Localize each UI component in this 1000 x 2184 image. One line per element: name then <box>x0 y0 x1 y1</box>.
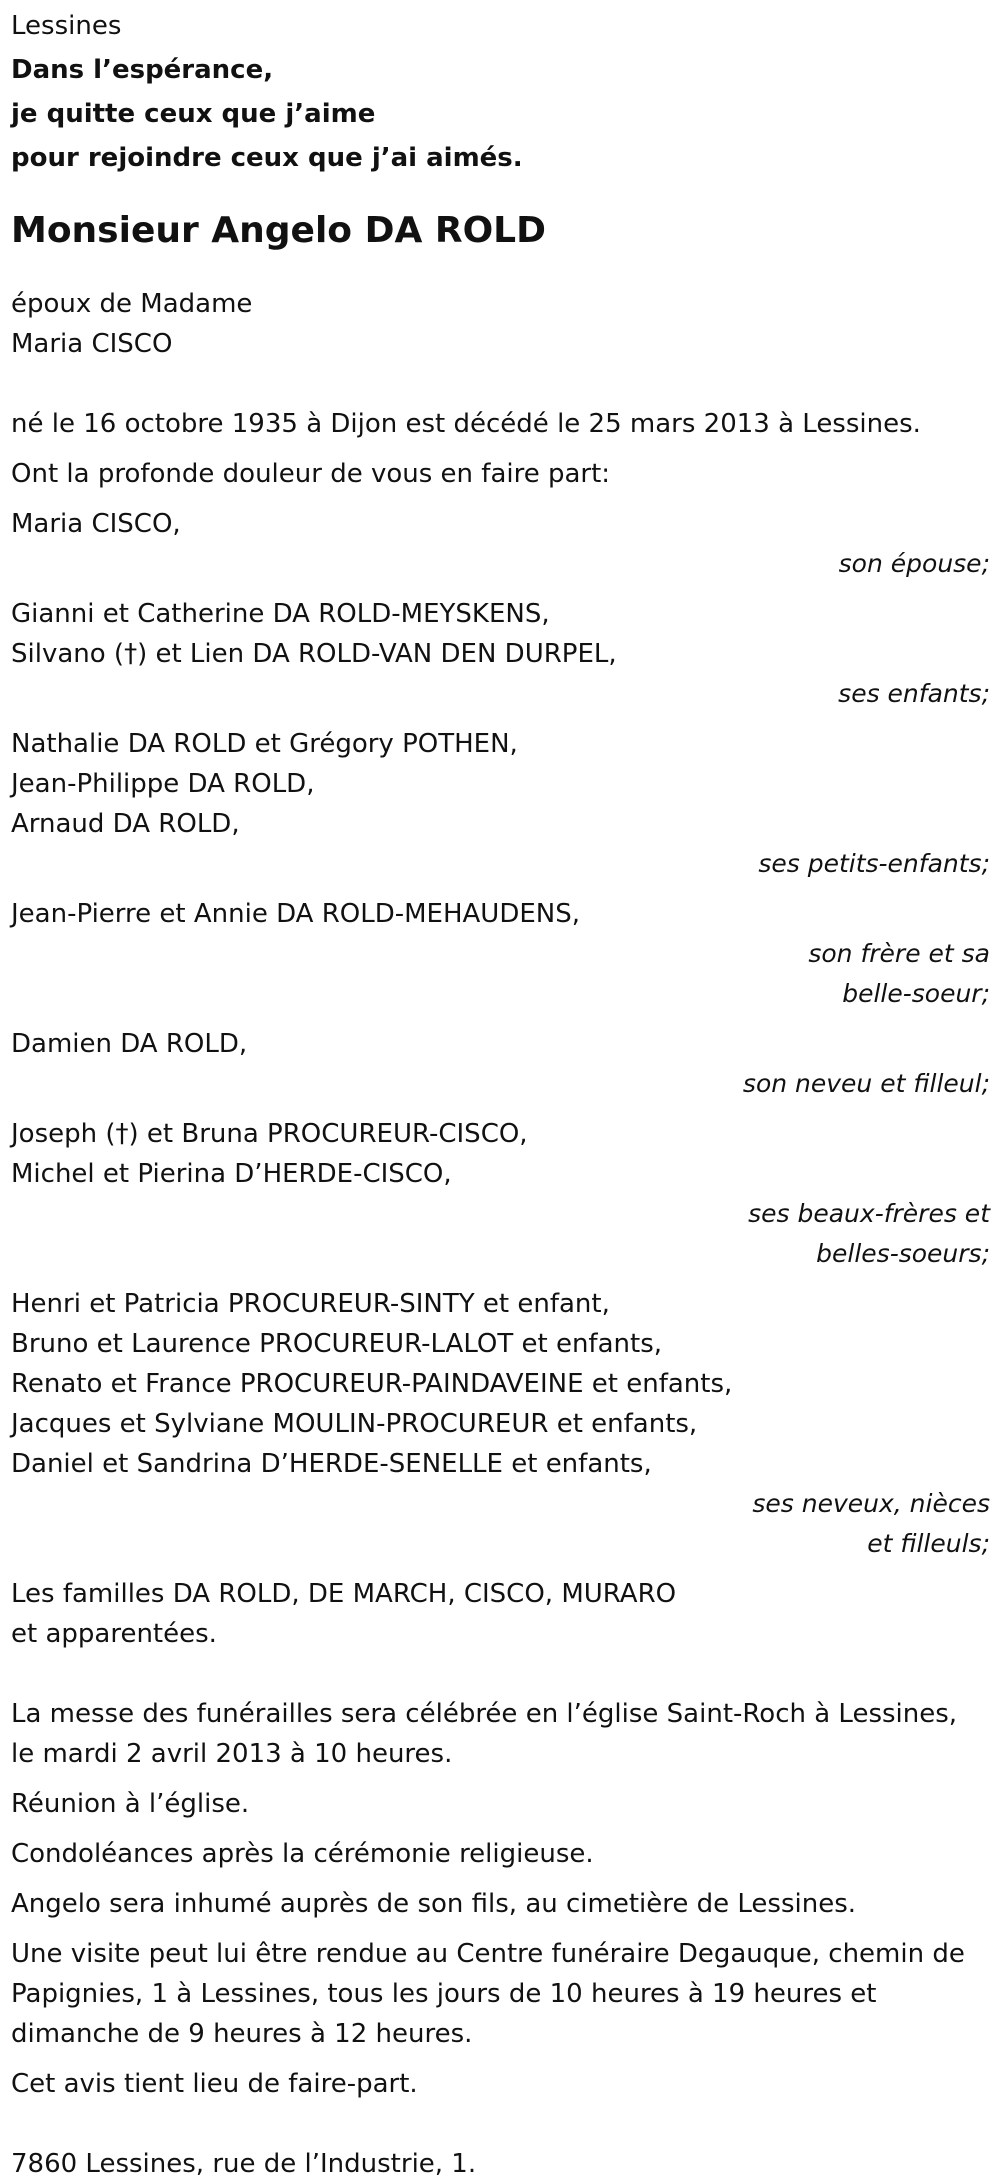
family-member: Jacques et Sylviane MOULIN-PROCUREUR et enfants, <box>11 1409 698 1439</box>
family-member: Maria CISCO, <box>11 509 181 539</box>
family-role: ses petits-enfants; <box>758 849 990 878</box>
family-member: Silvano (†) et Lien DA ROLD-VAN DEN DURPEL, <box>11 639 617 669</box>
visit-line-2: Papignies, 1 à Lessines, tous les jours de 10 heures à 19 heures et <box>11 1979 877 2009</box>
quote-line-2: je quitte ceux que j’aime <box>11 99 376 129</box>
family-member: Joseph (†) et Bruna PROCUREUR-CISCO, <box>11 1119 528 1149</box>
family-member: Damien DA ROLD, <box>11 1029 248 1059</box>
family-group <box>11 1284 990 1564</box>
family-role: belles-soeurs; <box>816 1239 990 1268</box>
family-group <box>11 894 990 1014</box>
condolences-line: Condoléances après la cérémonie religieuse. <box>11 1839 594 1869</box>
mass-line-1: La messe des funérailles sera célébrée en l’église Saint-Roch à Lessines, <box>11 1699 958 1729</box>
quote-line-3: pour rejoindre ceux que j’ai aimés. <box>11 143 523 173</box>
family-member: Michel et Pierina D’HERDE-CISCO, <box>11 1159 452 1189</box>
family-member: Henri et Patricia PROCUREUR-SINTY et enfant, <box>11 1289 610 1319</box>
family-role: son frère et sa <box>808 939 990 968</box>
family-role: ses beaux-frères et <box>748 1199 990 1228</box>
family-member: Arnaud DA ROLD, <box>11 809 240 839</box>
family-role: ses enfants; <box>838 679 990 708</box>
header-place: Lessines <box>11 11 122 41</box>
ceremony-info <box>11 1694 990 2104</box>
extended-families <box>11 1574 990 1654</box>
visit-line-3: dimanche de 9 heures à 12 heures. <box>11 2019 473 2049</box>
spouse-line-2: Maria CISCO <box>11 329 173 359</box>
families-line-2: et apparentées. <box>11 1619 217 1649</box>
family-role: son épouse; <box>838 549 990 578</box>
address-line: 7860 Lessines, rue de l’Industrie, 1. <box>11 2149 477 2179</box>
birth-death-line: né le 16 octobre 1935 à Dijon est décédé le 25 mars 2013 à Lessines. <box>11 409 921 439</box>
family-member: Jean-Pierre et Annie DA ROLD-MEHAUDENS, <box>11 899 581 929</box>
family-group <box>11 594 990 714</box>
spouse-line-1: époux de Madame <box>11 289 253 319</box>
family-role: son neveu et filleul; <box>742 1069 990 1098</box>
family-role: belle-soeur; <box>842 979 990 1008</box>
family-member: Daniel et Sandrina D’HERDE-SENELLE et enfants, <box>11 1449 652 1479</box>
quote-line-1: Dans l’espérance, <box>11 55 274 85</box>
notice-line: Cet avis tient lieu de faire-part. <box>11 2069 418 2099</box>
family-group <box>11 1024 990 1104</box>
visit-line-1: Une visite peut lui être rendue au Centre funéraire Degauque, chemin de <box>11 1939 965 1969</box>
family-member: Bruno et Laurence PROCUREUR-LALOT et enfants, <box>11 1329 663 1359</box>
family-role: et filleuls; <box>867 1529 990 1558</box>
deceased-name: Monsieur Angelo DA ROLD <box>11 210 546 251</box>
family-member: Nathalie DA ROLD et Grégory POTHEN, <box>11 729 518 759</box>
burial-line: Angelo sera inhumé auprès de son fils, au cimetière de Lessines. <box>11 1889 857 1919</box>
families-line-1: Les familles DA ROLD, DE MARCH, CISCO, MURARO <box>11 1579 677 1609</box>
announcement-intro: Ont la profonde douleur de vous en faire part: <box>11 459 611 489</box>
family-role: ses neveux, nièces <box>752 1489 990 1518</box>
family-member: Gianni et Catherine DA ROLD-MEYSKENS, <box>11 599 550 629</box>
family-member: Jean-Philippe DA ROLD, <box>11 769 315 799</box>
family-group <box>11 724 990 884</box>
family-group <box>11 504 990 584</box>
reunion-line: Réunion à l’église. <box>11 1789 250 1819</box>
family-member: Renato et France PROCUREUR-PAINDAVEINE et enfants, <box>11 1369 733 1399</box>
family-group <box>11 1114 990 1274</box>
mass-line-2: le mardi 2 avril 2013 à 10 heures. <box>11 1739 453 1769</box>
obituary-notice <box>11 0 990 2184</box>
